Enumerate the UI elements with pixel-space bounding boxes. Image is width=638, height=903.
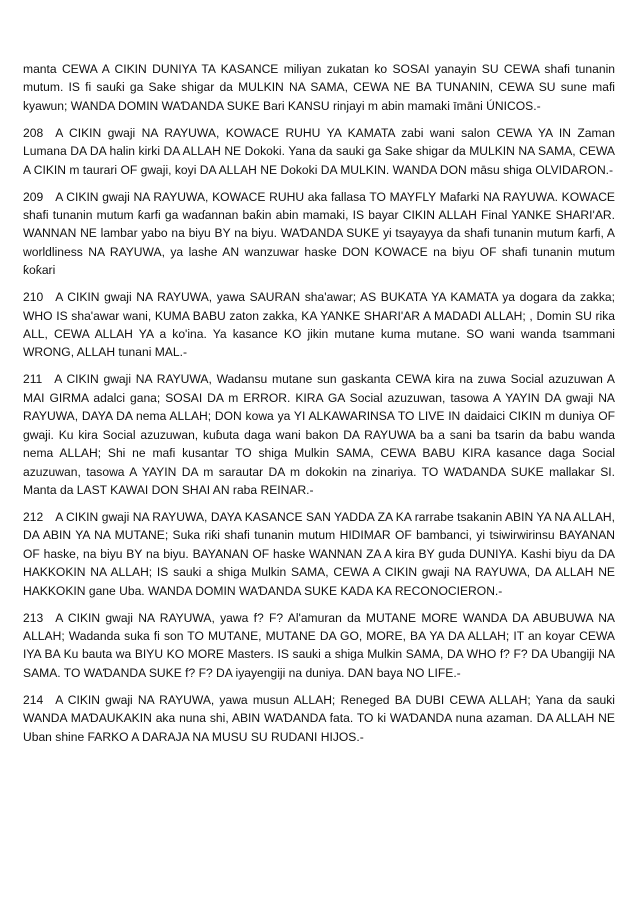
paragraph-text: A CIKIN gwaji NA RAYUWA, KOWACE RUHU aka fallasa TO MAYFLY Mafarki NA RAYUWA. KOWACE shafi tunanin mutum ƙarfi ga waɗannan baƙin abin mamaki, IS bayar CIKIN ALLAH Final YANKE SHARI'AR. WANNAN NE lambar yabo na biyu BY na biyu. WAƊANDA SUKE yi tsayayya da shafi tunanin mutum ƙarfi, A worldliness NA RAYUWA, ya lashe AN wanzuwar haske DON KOWACE na biyu OF shafi tunanin mutum ƙoƙari: [23, 189, 615, 278]
paragraph-number: 209: [23, 189, 44, 204]
paragraph-number: 214: [23, 692, 44, 707]
paragraph-number: 213: [23, 610, 44, 625]
paragraph-number: 208: [23, 125, 44, 140]
paragraph-continued: [23, 60, 615, 115]
document-page: [23, 60, 615, 755]
paragraph-210: [23, 288, 615, 362]
paragraph-text: A CIKIN gwaji NA RAYUWA, yawa SAURAN sha'awar; AS BUKATA YA KAMATA ya dogara da zakka; WHO IS sha'awar wani, KUMA BABU zaton zakka, KA YANKE SHARI'AR A MADADI ALLAH; , Domin SU rika ALL, CEWA ALLAH YA a ko'ina. Ya kasance KO jikin mutane kuma mutane. SO wani wanda tsammani WRONG, ALLAH tunani MAL.-: [23, 290, 615, 360]
paragraph-text: A CIKIN gwaji NA RAYUWA, Wadansu mutane sun gaskanta CEWA kira na zuwa Social azuzuwan A MAI GIRMA adalci gana; SOSAI DA m ERROR. KIRA GA Social azuzuwan, tasowa A YAYIN DA gwaji NA RAYUWA, DAYA DA nema ALLAH; DON kowa ya YI ALKAWARINSA TO LIVE IN daidaici CIKIN m duniya OF gwaji. Ku kira Social azuzuwan, kuɓuta daga wani bakon DA RAYUWA ba a sani ba tsarin da babu wanda nema ALLAH; Shi ne mafi kusantar TO shiga Mulkin SAMA, CEWA BABU KIRA kasance daga Social azuzuwan, tasowa A YAYIN DA m sarautar DA m dokokin na zinariya. TO WAƊANDA SUKE mallakar SI. Manta da LAST KAWAI DON SHAI AN raba REINAR.-: [23, 372, 615, 497]
paragraph-text: manta CEWA A CIKIN DUNIYA TA KASANCE miliyan zukatan ko SOSAI yanayin SU CEWA shafi tunanin mutum. IS fi sauƙi ga Sake shigar da MULKIN NA SAMA, CEWA NE BA TUNANIN, CEWA SU sune mafi kyawun; WANDA DOMIN WAƊANDA SUKE Bari KANSU rinjayi m abin mamaki īmāni ÚNICOS.-: [23, 62, 615, 113]
paragraph-text: A CIKIN gwaji NA RAYUWA, KOWACE RUHU YA KAMATA zabi wani salon CEWA YA IN Zaman Lumana DA DA halin kirki DA ALLAH NE Dokoki. Yana da sauki ga Sake shigar da MULKIN NA SAMA, CEWA A CIKIN m taurari OF gwaji, koyi DA ALLAH NE Dokoki DA MULKIN. WANDA DON māsu shiga OLVIDARON.-: [23, 125, 615, 177]
paragraph-text: A CIKIN gwaji NA RAYUWA, yawa musun ALLAH; Reneged BA DUBI CEWA ALLAH; Yana da sauki WANDA MAƊAUKAKIN aka nuna shi, ABIN WAƊANDA fata. TO ki WAƊANDA nuna azaman. DA ALLAH NE Uban shine FARKO A DARAJA NA MUSU SU RUDANI HIJOS.-: [23, 692, 615, 744]
paragraph-number: 212: [23, 509, 44, 524]
paragraph-211: [23, 370, 615, 499]
paragraph-number: 211: [23, 372, 43, 387]
paragraph-214: [23, 691, 615, 746]
paragraph-number: 210: [23, 290, 44, 305]
paragraph-213: [23, 609, 615, 683]
paragraph-208: [23, 124, 615, 179]
paragraph-text: A CIKIN gwaji NA RAYUWA, yawa f? F? Al'amuran da MUTANE MORE WANDA DA ABUBUWA NA ALLAH; Wadanda suka fi son TO MUTANE, MUTANE DA GO, MORE, BA YA DA ALLAH; IT an koyar CEWA IYA BA Ku bauta wa BIYU KO MORE Masters. IS sauki a shiga Mulkin SAMA, DA WHO f? F? DA Ubangiji NA SAMA. TO WAƊANDA SUKE f? F? DA iyayengiji na duniya. DAN baya NO LIFE.-: [23, 610, 615, 680]
paragraph-209: [23, 188, 615, 280]
paragraph-212: [23, 508, 615, 600]
paragraph-text: A CIKIN gwaji NA RAYUWA, DAYA KASANCE SAN YADDA ZA KA rarrabe tsakanin ABIN YA NA ALLAH, DA ABIN YA NA MUTANE; Suka riƙi shafi tunanin mutum HIDIMAR OF bambanci, yi tsiwirwirinsu BAYANAN OF haske, na biyu BY na biyu. BAYANAN OF haske WANNAN ZA A kira BY guda DUNIYA. Kashi biyu da DA HAKKOKIN NA ALLAH; IS sauki a shiga Mulkin SAMA, CEWA A CIKIN gwaji NA RAYUWA, DA ALLAH NE HAKKOKIN gane Uba. WANDA DOMIN WAƊANDA SUKE KADA KA RECONOCIERON.-: [23, 509, 615, 598]
